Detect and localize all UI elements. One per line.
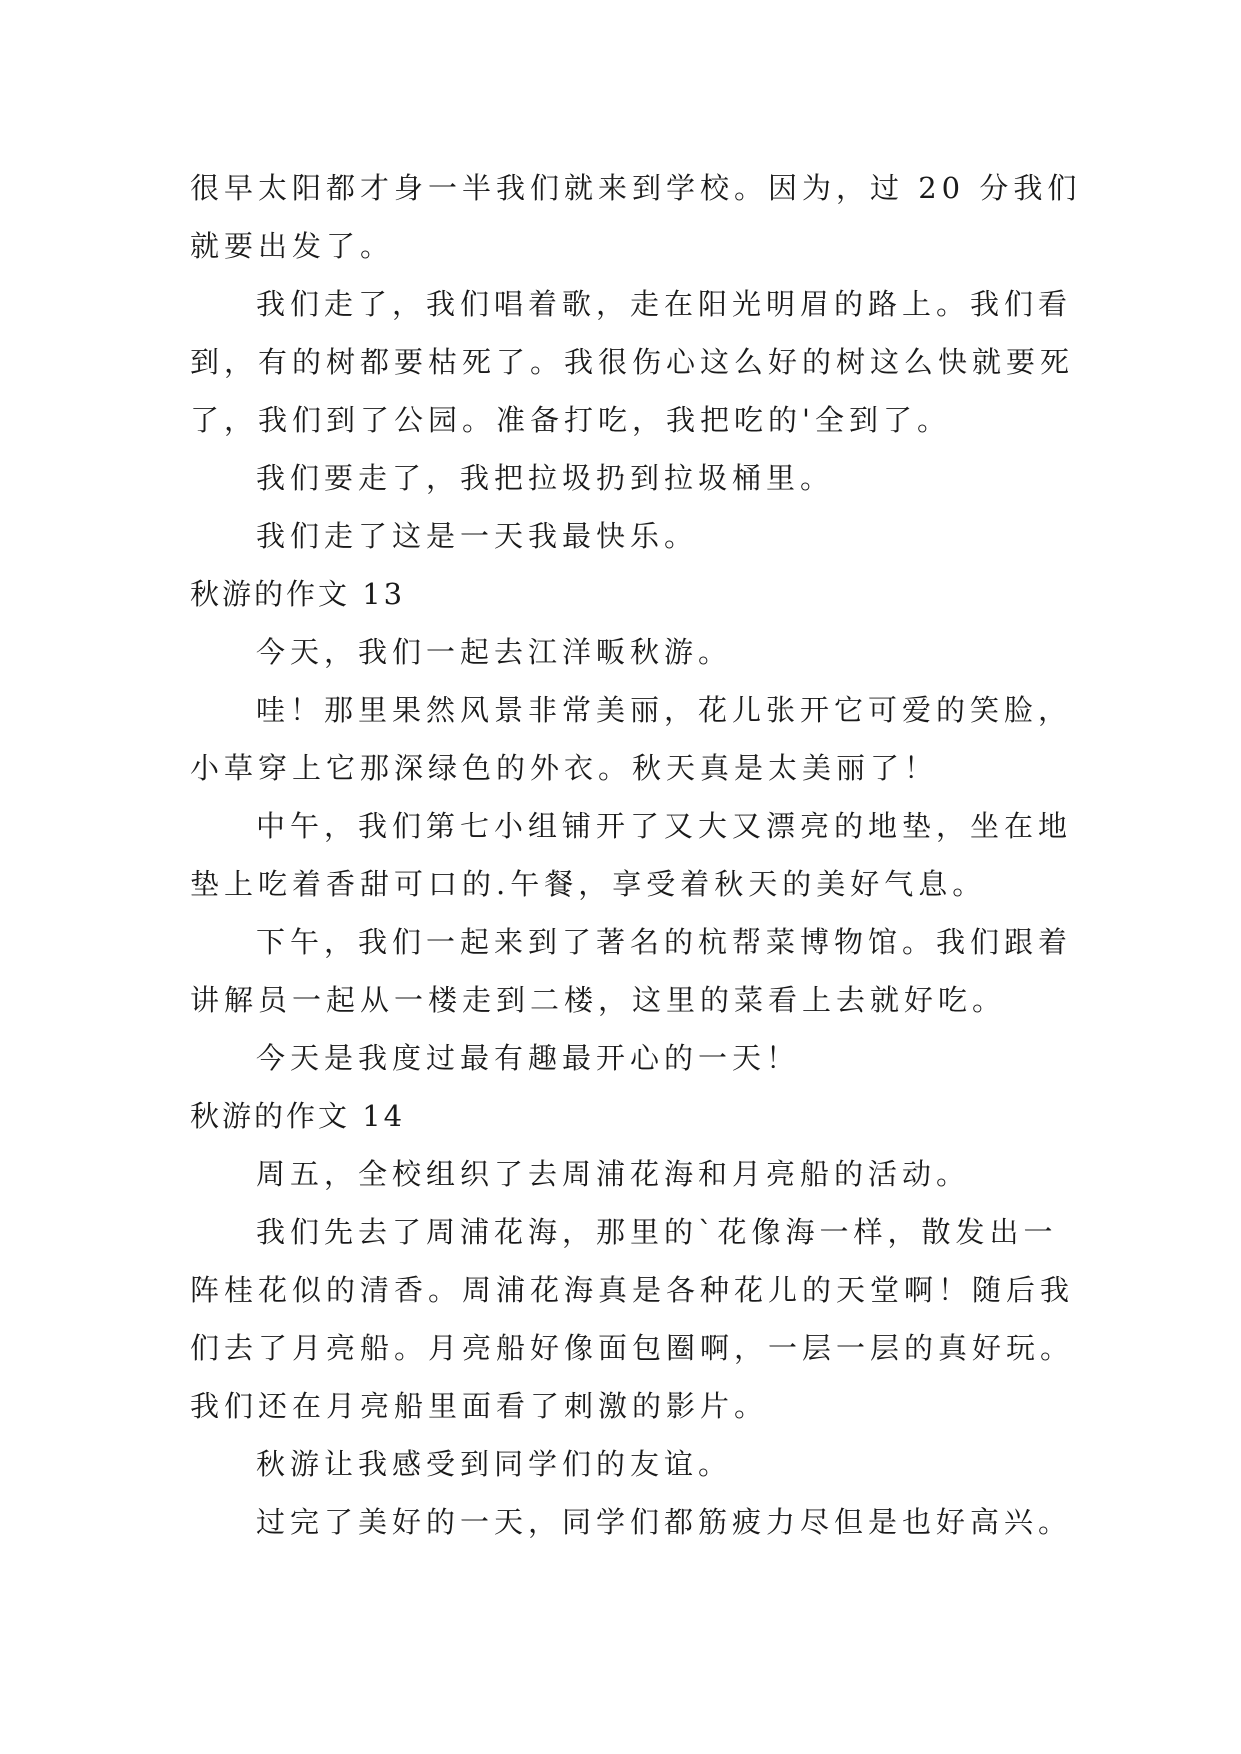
- text-line: 了，我们到了公园。准备打吃，我把吃的'全到了。: [190, 403, 951, 437]
- text-line: 阵桂花似的清香。周浦花海真是各种花儿的天堂啊！随后我: [190, 1273, 1075, 1307]
- text-line: 小草穿上它那深绿色的外衣。秋天真是太美丽了！: [190, 751, 939, 785]
- paragraph-start-line: 下午，我们一起来到了著名的杭帮菜博物馆。我们跟着: [256, 925, 1073, 959]
- paragraph-start-line: 我们走了这是一天我最快乐。: [256, 519, 699, 553]
- paragraph-start-line: 哇！那里果然风景非常美丽，花儿张开它可爱的笑脸，: [256, 693, 1073, 727]
- paragraph-start-line: 今天是我度过最有趣最开心的一天！: [256, 1041, 801, 1075]
- text-line: 我们还在月亮船里面看了刺激的影片。: [190, 1389, 769, 1423]
- text-line: 讲解员一起从一楼走到二楼，这里的菜看上去就好吃。: [190, 983, 1007, 1017]
- text-line: 就要出发了。: [190, 229, 395, 263]
- paragraph-start-line: 周五，全校组织了去周浦花海和月亮船的活动。: [256, 1157, 971, 1191]
- paragraph-start-line: 今天，我们一起去江洋畈秋游。: [256, 635, 733, 669]
- paragraph-start-line: 过完了美好的一天，同学们都筋疲力尽但是也好高兴。: [256, 1505, 1073, 1539]
- paragraph-start-line: 我们走了，我们唱着歌，走在阳光明眉的路上。我们看: [256, 287, 1073, 321]
- paragraph-start-line: 我们要走了，我把拉圾扔到拉圾桶里。: [256, 461, 835, 495]
- paragraph-start-line: 我们先去了周浦花海，那里的`花像海一样，散发出一: [256, 1215, 1058, 1249]
- text-line: 们去了月亮船。月亮船好像面包圈啊，一层一层的真好玩。: [190, 1331, 1075, 1365]
- text-line: 很早太阳都才身一半我们就来到学校。因为，过 20 分我们: [190, 171, 1082, 205]
- text-line: 垫上吃着香甜可口的.午餐，享受着秋天的美好气息。: [190, 867, 987, 901]
- paragraph-start-line: 中午，我们第七小组铺开了又大又漂亮的地垫，坐在地: [256, 809, 1073, 843]
- text-line: 到，有的树都要枯死了。我很伤心这么好的树这么快就要死: [190, 345, 1075, 379]
- paragraph-start-line: 秋游让我感受到同学们的友谊。: [256, 1447, 733, 1481]
- section-heading: 秋游的作文 14: [190, 1099, 406, 1133]
- section-heading: 秋游的作文 13: [190, 577, 406, 611]
